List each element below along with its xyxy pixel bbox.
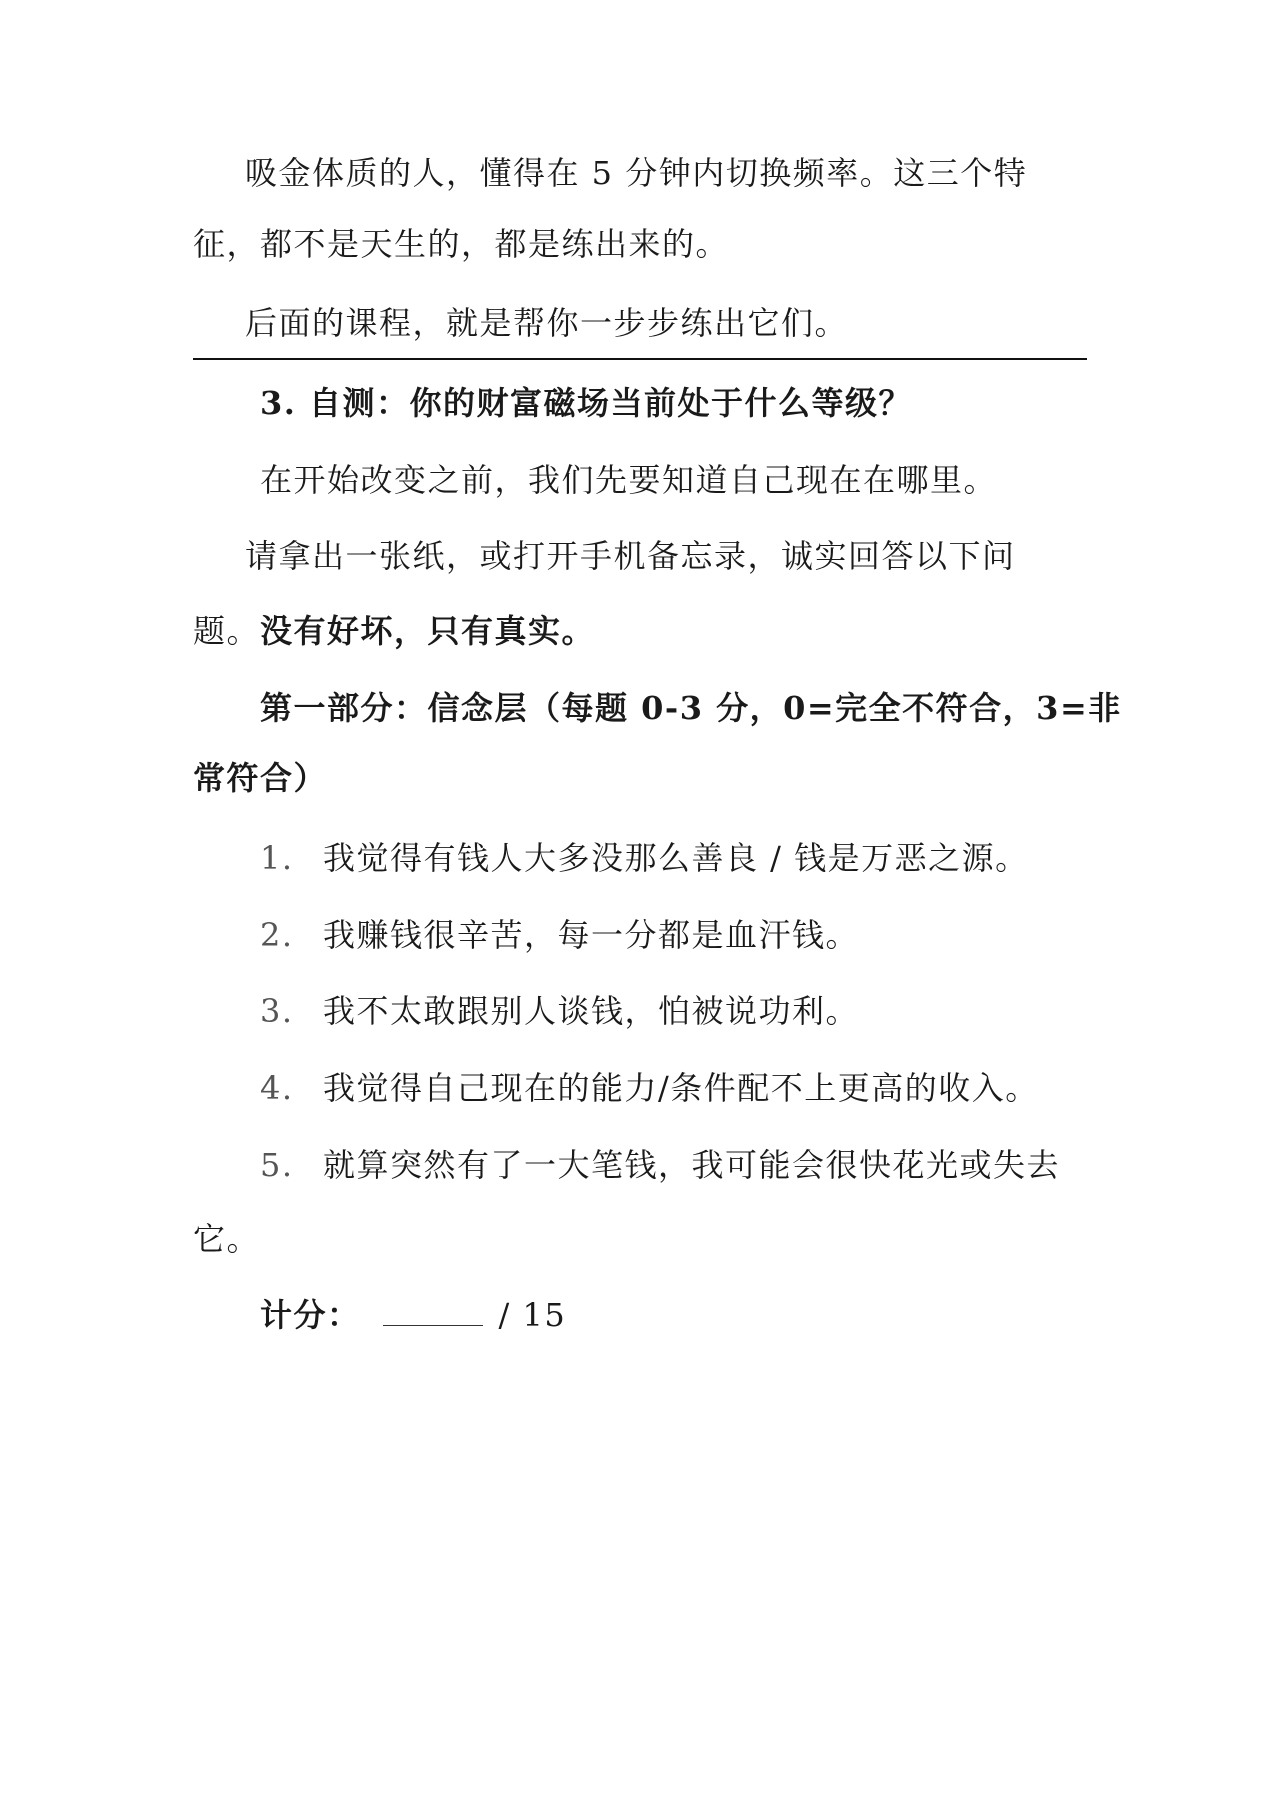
list-item-number: 1. (260, 839, 294, 877)
list-item-continuation: 它。 (193, 1220, 261, 1258)
list-item-text: 我觉得有钱人大多没那么善良 / 钱是万恶之源。 (323, 839, 1029, 877)
list-item (193, 915, 1087, 955)
list-item-number: 2. (260, 916, 294, 954)
score-blank[interactable] (383, 1299, 483, 1326)
score-label: 计分： (260, 1296, 361, 1334)
list-item-text: 我不太敢跟别人谈钱，怕被说功利。 (323, 992, 860, 1030)
list-item (193, 1068, 1087, 1108)
list-item-text: 我觉得自己现在的能力/条件配不上更高的收入。 (323, 1069, 1039, 1107)
list-item (193, 1145, 1087, 1185)
instruction-line-1: 请拿出一张纸，或打开手机备忘录，诚实回答以下问 (245, 537, 1016, 575)
score-row (193, 1295, 1087, 1335)
list-item-number: 3. (260, 992, 294, 1030)
list-item-text: 就算突然有了一大笔钱，我可能会很快花光或失去 (323, 1146, 1061, 1184)
list-item (193, 838, 1087, 878)
part1-title-line-1: 第一部分：信念层（每题 0-3 分，0=完全不符合，3=非 (260, 689, 1122, 727)
intro-paragraph-line-2: 征，都不是天生的，都是练出来的。 (193, 225, 730, 263)
section-heading: 3. 自测：你的财富磁场当前处于什么等级？ (260, 384, 913, 422)
section-lead: 在开始改变之前，我们先要知道自己现在在哪里。 (260, 461, 998, 499)
intro-paragraph-line-1: 吸金体质的人，懂得在 5 分钟内切换频率。这三个特 (245, 154, 1028, 192)
instruction-line-2 (193, 611, 1087, 651)
list-item (193, 991, 1087, 1031)
instruction-prefix: 题。 (193, 612, 261, 650)
score-total: / 15 (498, 1296, 567, 1334)
list-item-number: 5. (260, 1146, 294, 1184)
horizontal-divider (193, 358, 1087, 360)
list-item-text: 我赚钱很辛苦，每一分都是血汗钱。 (323, 916, 860, 954)
instruction-emphasis: 没有好坏，只有真实。 (260, 612, 596, 650)
intro-paragraph-2: 后面的课程，就是帮你一步步练出它们。 (245, 304, 849, 342)
part1-title-line-2: 常符合） (193, 759, 328, 797)
list-item-number: 4. (260, 1069, 294, 1107)
